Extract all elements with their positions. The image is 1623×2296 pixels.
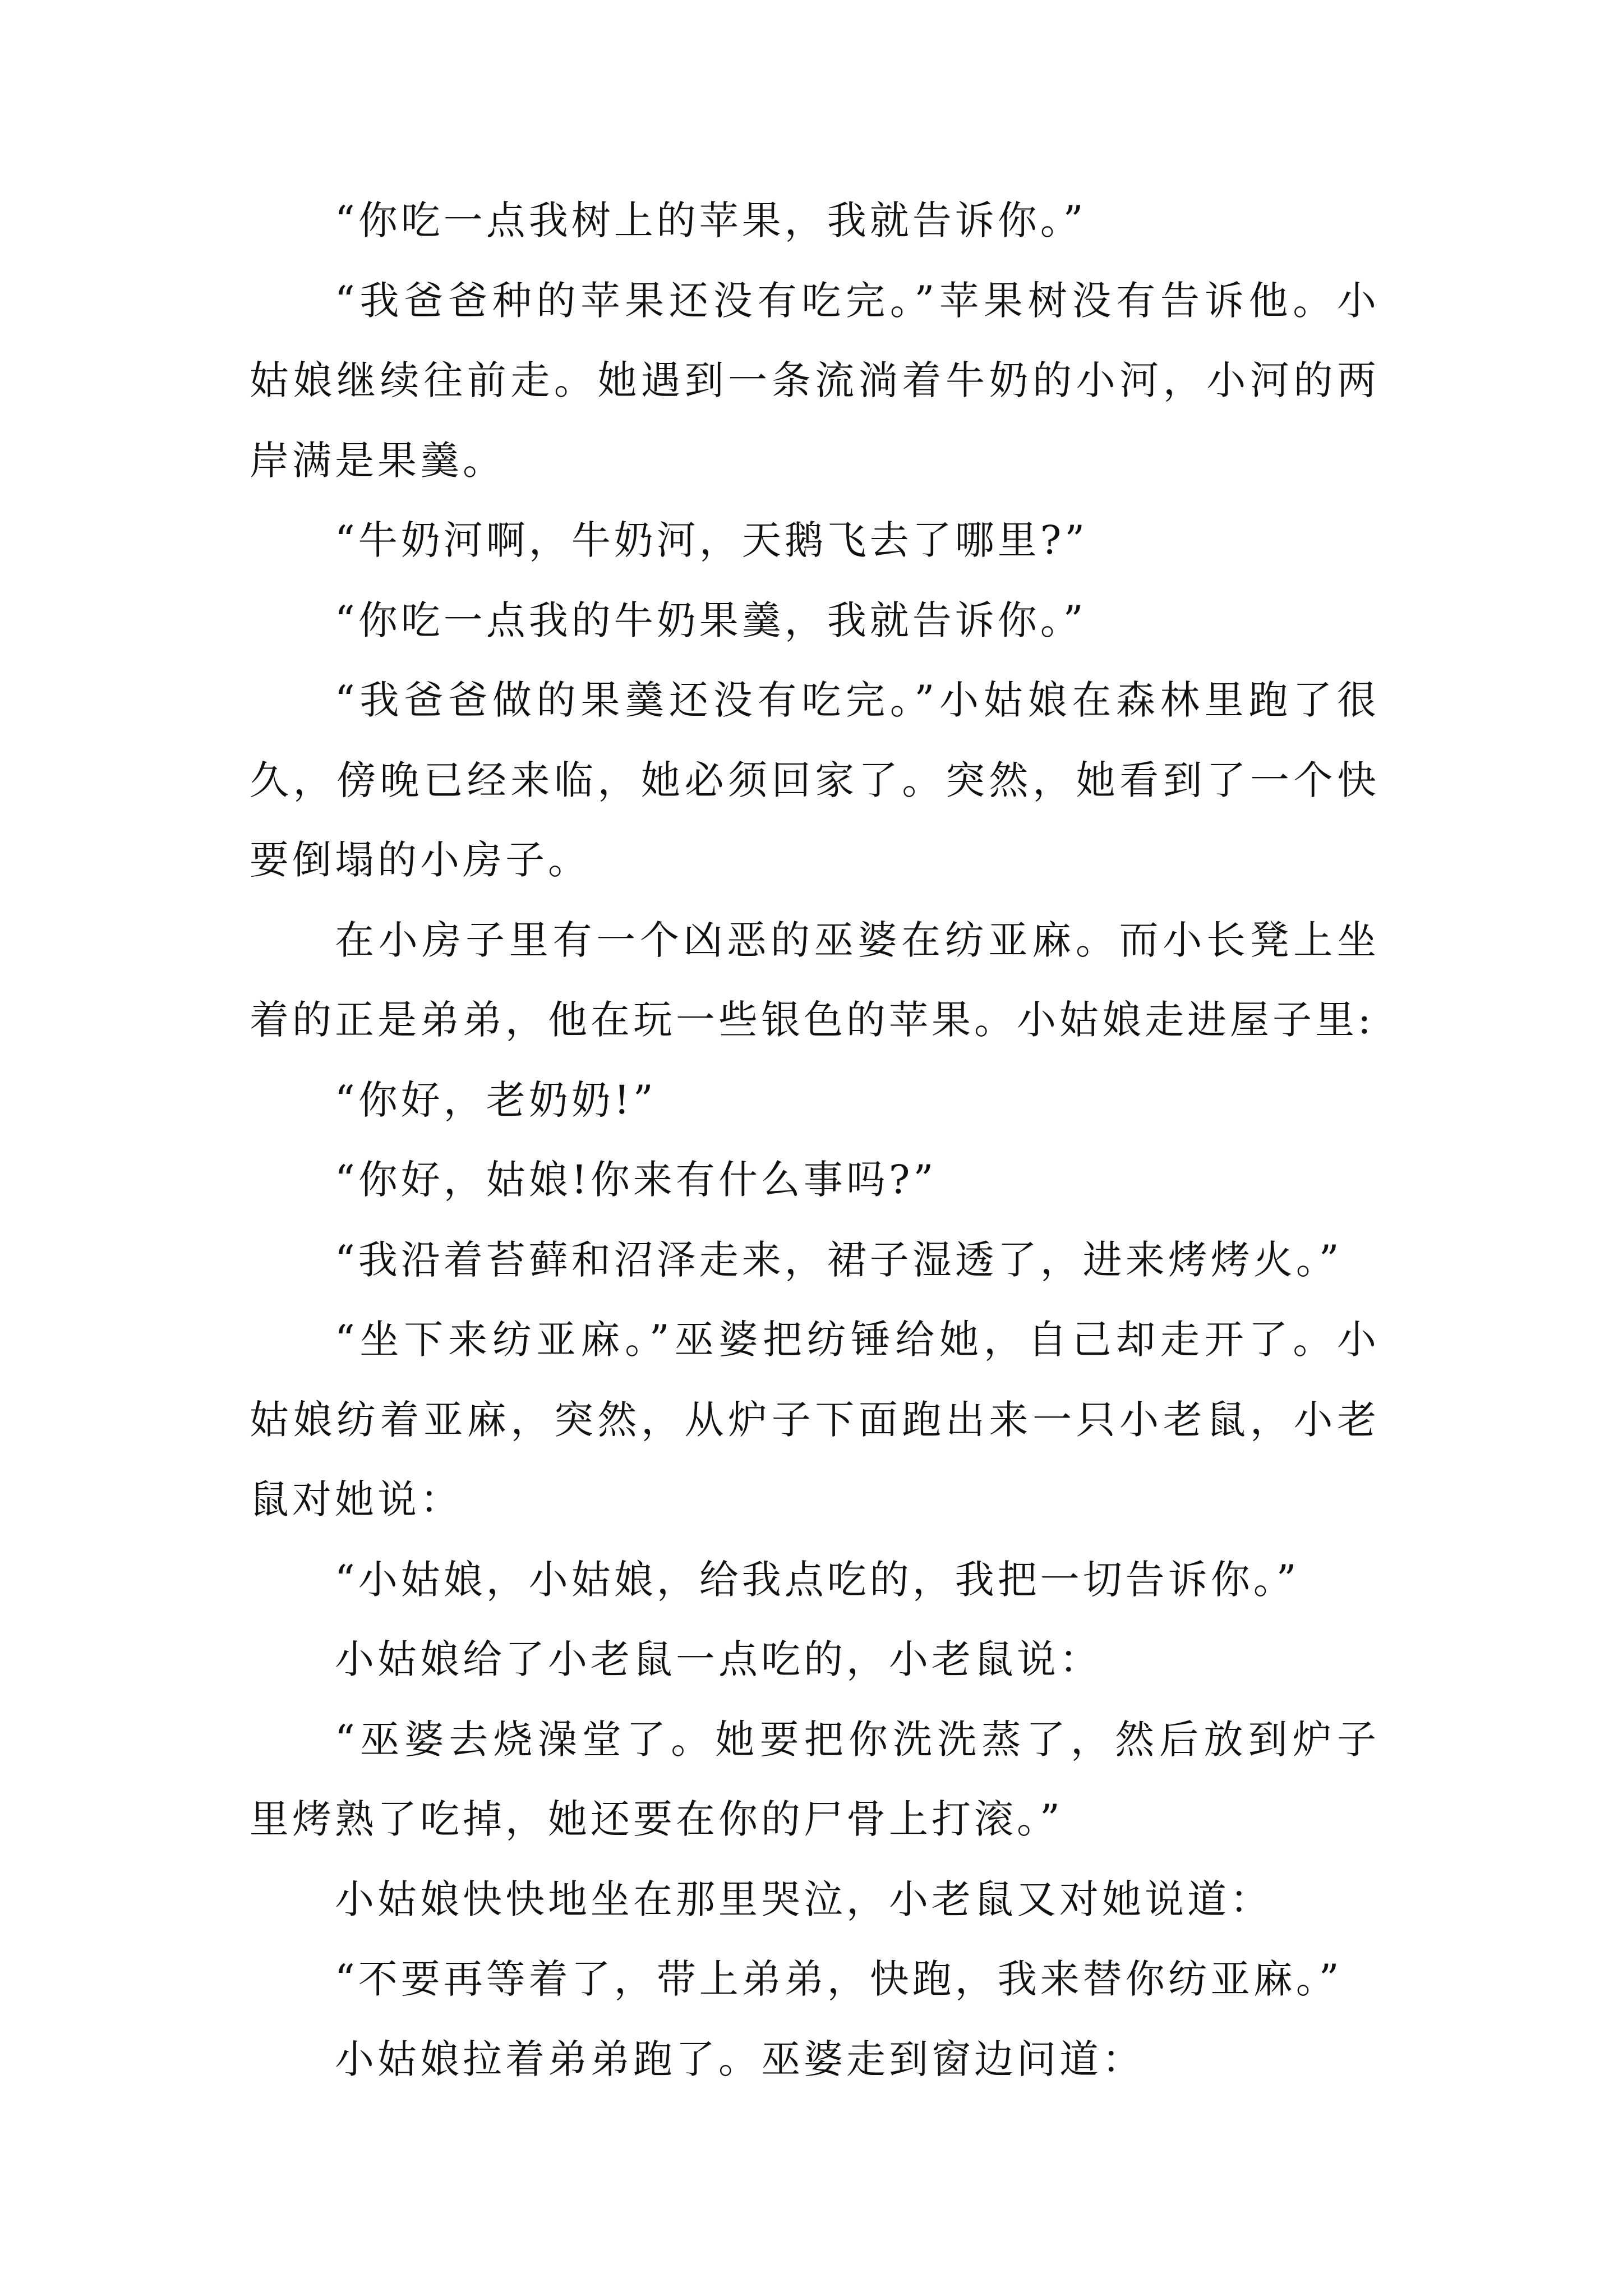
paragraph: “牛奶河啊，牛奶河，天鹅飞去了哪里?” bbox=[335, 517, 1089, 563]
paragraph: 小姑娘快快地坐在那里哭泣，小老鼠又对她说道： bbox=[335, 1876, 1272, 1922]
paragraph: 小姑娘拉着弟弟跑了。巫婆走到窗边问道： bbox=[335, 2036, 1145, 2082]
paragraph: 小姑娘给了小老鼠一点吃的，小老鼠说： bbox=[335, 1636, 1102, 1682]
paragraph: “你吃一点我树上的苹果，我就告诉你。” bbox=[335, 197, 1087, 243]
paragraph: “小姑娘，小姑娘，给我点吃的，我把一切告诉你。” bbox=[335, 1556, 1300, 1603]
story-text bbox=[250, 181, 1380, 2099]
paragraph: “我爸爸种的苹果还没有吃完。”苹果树没有告诉他。小姑娘继续往前走。她遇到一条流淌着牛奶的小河，小河的两岸满是果羹。 bbox=[250, 277, 1380, 484]
paragraph: “不要再等着了，带上弟弟，快跑，我来替你纺亚麻。” bbox=[335, 1956, 1343, 2002]
paragraph: “你好，老奶奶!” bbox=[335, 1076, 657, 1123]
paragraph: 在小房子里有一个凶恶的巫婆在纺亚麻。而小长凳上坐着的正是弟弟，他在玩一些银色的苹果。小姑娘走进屋子里: bbox=[250, 917, 1380, 1043]
paragraph: “坐下来纺亚麻。”巫婆把纺锤给她，自己却走开了。小姑娘纺着亚麻，突然，从炉子下面跑出来一只小老鼠，小老鼠对她说： bbox=[250, 1317, 1380, 1522]
paragraph: “巫婆去烧澡堂了。她要把你洗洗蒸了，然后放到炉子里烤熟了吃掉，她还要在你的尸骨上打滚。” bbox=[250, 1716, 1380, 1842]
paragraph: “我爸爸做的果羹还没有吃完。”小姑娘在森林里跑了很久，傍晚已经来临，她必须回家了。突然，她看到了一个快要倒塌的小房子。 bbox=[250, 677, 1380, 883]
paragraph: “我沿着苔藓和沼泽走来，裙子湿透了，进来烤烤火。” bbox=[335, 1236, 1343, 1283]
paragraph: “你吃一点我的牛奶果羹，我就告诉你。” bbox=[335, 597, 1087, 643]
paragraph: “你好，姑娘!你来有什么事吗?” bbox=[335, 1157, 937, 1203]
